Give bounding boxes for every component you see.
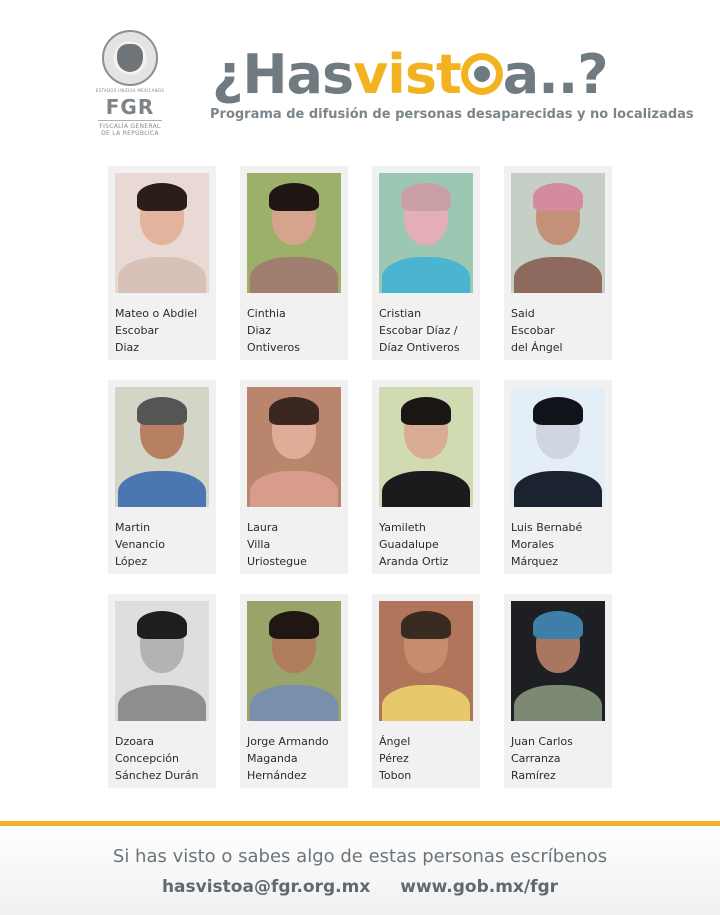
person-card [240,380,348,574]
photo-hair [137,183,187,211]
org-full-name-line1: FISCALÍA GENERAL [99,123,161,130]
person-photo [115,387,209,507]
person-name-line-2: Escobar Díaz / [379,324,458,337]
person-name-line-1: Dzoara [115,735,154,748]
person-name-line-1: Jorge Armando [247,735,329,748]
person-name-line-2: Villa [247,538,271,551]
person-name [247,733,341,784]
person-name [115,733,209,784]
person-photo [115,601,209,721]
person-name-line-2: Escobar [115,324,159,337]
person-name-line-3: López [115,555,148,568]
photo-hair [137,611,187,639]
person-name-line-1: Luis Bernabé [511,521,583,534]
person-photo [379,387,473,507]
person-name-line-2: Morales [511,538,555,551]
photo-torso [250,471,338,507]
person-name [115,519,209,570]
person-name [247,519,341,570]
photo-torso [118,685,206,721]
person-name-line-1: Said [511,307,535,320]
person-name-line-1: Mateo o Abdiel [115,307,198,320]
person-photo [247,601,341,721]
person-card [504,380,612,574]
person-card [372,594,480,788]
photo-torso [250,685,338,721]
photo-hair [401,183,451,211]
person-name-line-1: Cinthia [247,307,286,320]
person-name-line-3: Ramírez [511,769,556,782]
person-photo [379,601,473,721]
contact-website-link[interactable]: www.gob.mx/fgr [400,877,559,897]
photo-torso [250,257,338,293]
campaign-title [212,44,608,108]
person-name-line-1: Laura [247,521,279,534]
person-card [504,166,612,360]
photo-torso [514,471,602,507]
photo-torso [118,471,206,507]
person-name [511,733,605,784]
footer-message: Si has visto o sabes algo de estas personas escríbenos [112,846,608,867]
photo-torso [382,471,470,507]
person-name-line-3: Sánchez Durán [115,769,199,782]
seal-text: ESTADOS UNIDOS MEXICANOS [95,88,165,93]
photo-hair [269,183,319,211]
person-name [379,733,473,784]
photo-hair [533,397,583,425]
person-name-line-2: Pérez [379,752,409,765]
person-name-line-3: Uriostegue [247,555,307,568]
person-card [504,594,612,788]
photo-hair [137,397,187,425]
person-photo [511,601,605,721]
campaign-subtitle: Programa de difusión de personas desaparecidas y no localizadas [210,107,694,122]
person-name-line-2: Maganda [247,752,298,765]
person-name [247,305,341,356]
photo-torso [514,685,602,721]
person-photo [511,387,605,507]
footer [0,826,720,915]
org-full-name-line2: DE LA REPÚBLICA [101,130,159,137]
persons-grid [108,166,612,788]
person-card [240,594,348,788]
person-name [379,519,473,570]
person-card [372,380,480,574]
person-photo [511,173,605,293]
person-name-line-3: Tobon [379,769,412,782]
person-name-line-1: Martin [115,521,151,534]
footer-contacts [0,877,720,897]
photo-hair [533,183,583,211]
title-part-2: vist [353,43,461,106]
person-name-line-2: Diaz [247,324,272,337]
person-name-line-2: Venancio [115,538,165,551]
person-photo [247,387,341,507]
person-name-line-1: Yamileth [379,521,426,534]
eye-icon [461,53,503,95]
person-name [511,305,605,356]
person-card [108,380,216,574]
photo-torso [382,685,470,721]
photo-hair [533,611,583,639]
person-name-line-3: Hernández [247,769,307,782]
photo-torso [118,257,206,293]
person-card [108,594,216,788]
person-name-line-3: Ontiveros [247,341,301,354]
person-photo [379,173,473,293]
contact-email-link[interactable]: hasvistoa@fgr.org.mx [161,877,371,897]
logo-divider [98,120,162,121]
person-name [115,305,209,356]
person-name [511,519,605,570]
mexico-seal-icon [102,30,158,86]
person-name-line-2: Escobar [511,324,555,337]
person-name-line-2: Guadalupe [379,538,439,551]
title-part-3: a..? [502,43,608,106]
person-name [379,305,473,356]
person-name-line-3: Márquez [511,555,559,568]
person-photo [247,173,341,293]
person-name-line-3: Díaz Ontiveros [379,341,460,354]
person-name-line-3: Diaz [115,341,140,354]
photo-torso [514,257,602,293]
person-name-line-1: Juan Carlos [511,735,573,748]
fgr-logo [90,30,170,137]
person-name-line-2: Concepción [115,752,179,765]
person-photo [115,173,209,293]
org-abbreviation: FGR [105,95,155,119]
person-name-line-1: Ángel [379,735,411,748]
person-card [108,166,216,360]
person-card [240,166,348,360]
photo-hair [269,397,319,425]
photo-hair [269,611,319,639]
photo-hair [401,611,451,639]
person-name-line-1: Cristian [379,307,422,320]
person-name-line-2: Carranza [511,752,561,765]
title-part-1: ¿Has [212,43,354,106]
photo-hair [401,397,451,425]
photo-torso [382,257,470,293]
person-name-line-3: del Ángel [511,341,563,354]
person-name-line-3: Aranda Ortiz [379,555,449,568]
person-card [372,166,480,360]
